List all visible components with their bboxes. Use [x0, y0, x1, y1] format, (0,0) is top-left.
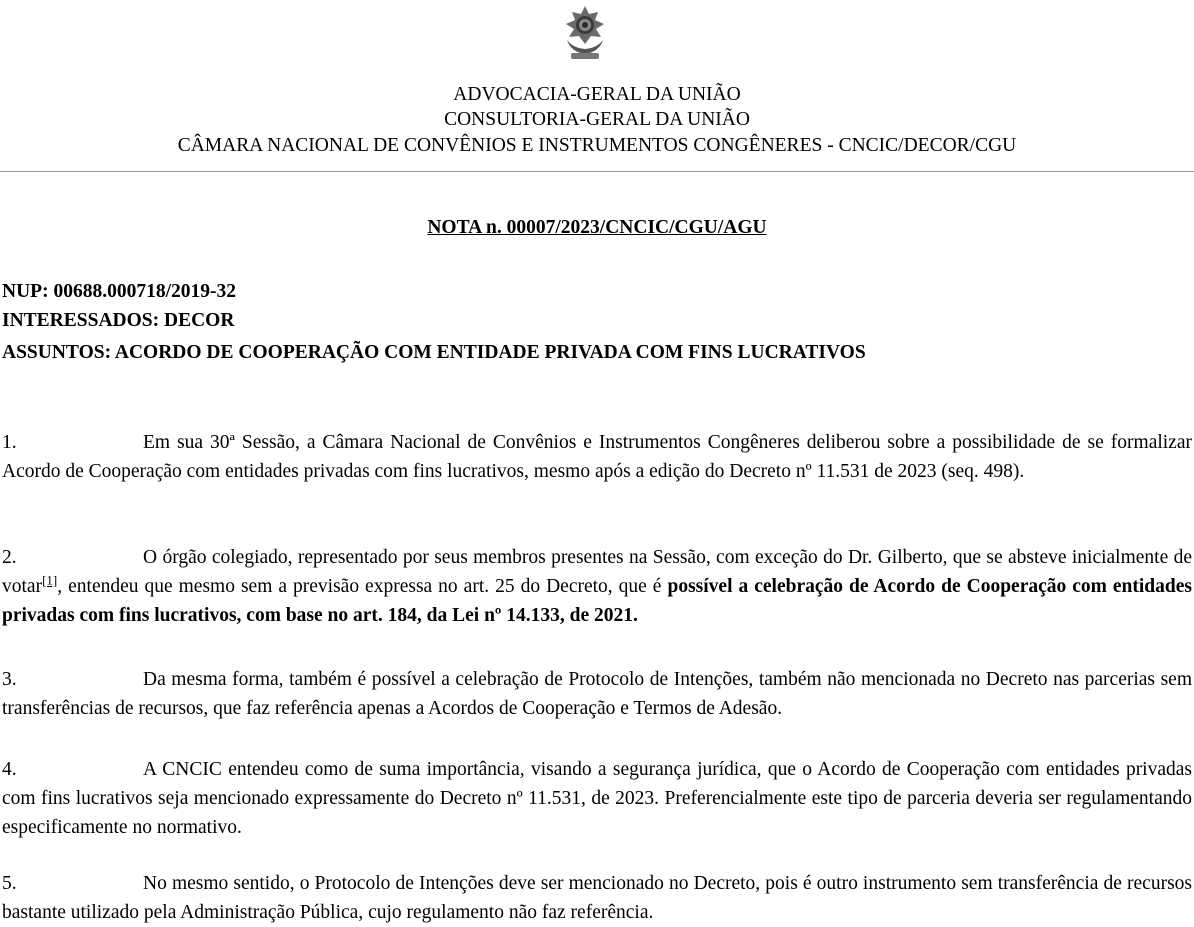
paragraph-text: O órgão colegiado, representado por seus membros presentes na Sessão, com exceção do Dr. Gilberto, que se absteve inicialmente de votar: [2, 547, 1192, 597]
document-title: NOTA n. 00007/2023/CNCIC/CGU/AGU: [427, 217, 767, 238]
paragraph-text: Em sua 30ª Sessão, a Câmara Nacional de Convênios e Instrumentos Congêneres deliberou sobre a possibilidade de se formalizar Acordo de Cooperação com entidades privadas com fins lucrativos, mesmo após a edição do Decreto nº 11.531 de 2023 (seq. 498).: [2, 432, 1192, 482]
paragraph-4: [2, 755, 1192, 842]
meta-interessados: INTERESSADOS: DECOR: [2, 310, 235, 331]
meta-assuntos: ASSUNTOS: ACORDO DE COOPERAÇÃO COM ENTIDADE PRIVADA COM FINS LUCRATIVOS: [2, 342, 866, 363]
paragraph-number: 4.: [2, 759, 17, 780]
paragraph-3: [2, 665, 1192, 723]
footnote-link[interactable]: [1]: [42, 572, 58, 588]
paragraph-text: A CNCIC entendeu como de suma importância, visando a segurança jurídica, que o Acordo de Cooperação com entidades privadas com fins lucrativos seja mencionado expressamente do Decreto nº 11.531, de 2023. Preferencialmente este tipo de parceria deveria ser regulamentando especificamente no normativo.: [2, 759, 1192, 838]
paragraph-bold-text: possível a celebração de Acordo de Cooperação com entidades privadas com fins lucrativos, com base no art. 184, da Lei nº 14.133, de 2021.: [2, 576, 1192, 626]
paragraph-5: [2, 869, 1192, 927]
paragraph-number: 1.: [2, 432, 17, 453]
header-line-cgu: CONSULTORIA-GERAL DA UNIÃO: [444, 109, 750, 130]
footnote-ref: [42, 573, 57, 588]
header-divider: [0, 171, 1194, 172]
header-line-agu: ADVOCACIA-GERAL DA UNIÃO: [453, 84, 741, 105]
paragraph-text-cont: , entendeu que mesmo sem a previsão expressa no art. 25 do Decreto, que é: [57, 576, 668, 597]
paragraph-number: 2.: [2, 547, 17, 568]
paragraph-1: [2, 428, 1192, 486]
paragraph-text: Da mesma forma, também é possível a celebração de Protocolo de Intenções, também não mencionada no Decreto nas parcerias sem transferências de recursos, que faz referência apenas a Acordos de Cooperação e Termos de Adesão.: [2, 669, 1192, 719]
brazil-coat-of-arms-icon: [563, 4, 607, 62]
header-line-cncic: CÂMARA NACIONAL DE CONVÊNIOS E INSTRUMENTOS CONGÊNERES - CNCIC/DECOR/CGU: [177, 135, 1017, 156]
meta-nup: NUP: 00688.000718/2019-32: [2, 281, 236, 302]
paragraph-number: 5.: [2, 873, 17, 894]
paragraph-number: 3.: [2, 669, 17, 690]
paragraph-text: No mesmo sentido, o Protocolo de Intenções deve ser mencionado no Decreto, pois é outro instrumento sem transferência de recursos bastante utilizado pela Administração Pública, cujo regulamento não faz referência.: [2, 873, 1192, 923]
paragraph-2: [2, 543, 1192, 630]
